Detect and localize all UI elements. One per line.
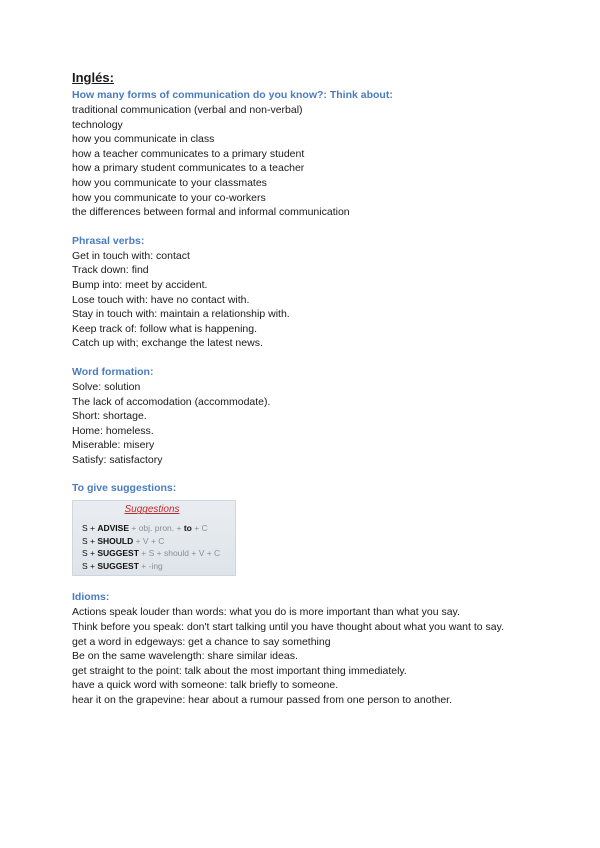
list-item: Home: homeless. — [72, 424, 154, 437]
communication-heading: How many forms of communication do you know?: Think about: — [72, 89, 393, 101]
document-page — [72, 70, 542, 708]
row-subject: S + — [82, 560, 98, 571]
list-item: Bump into: meet by accident. — [72, 278, 208, 291]
list-item: how a teacher communicates to a primary student — [72, 147, 305, 160]
list-item: the differences between formal and informal communication — [72, 206, 350, 219]
list-item: how you communicate to your classmates — [72, 176, 267, 189]
list-item: have a quick word with someone: talk briefly to someone. — [72, 679, 339, 692]
list-item: Satisfy: satisfactory — [72, 453, 163, 466]
list-item: Be on the same wavelength: share similar ideas. — [72, 650, 298, 663]
row-subject: S + — [82, 535, 98, 546]
list-item: hear it on the grapevine: hear about a rumour passed from one person to another. — [72, 694, 452, 707]
row-verb: SUGGEST — [97, 560, 139, 571]
row-verb: ADVISE — [97, 523, 130, 534]
row-verb: SUGGEST — [97, 548, 139, 559]
list-item: technology — [72, 118, 123, 131]
row-rest: + S + should + V + C — [138, 548, 221, 559]
list-item: get straight to the point: talk about the most important thing immediately. — [72, 664, 407, 677]
phrasal-verbs-heading: Phrasal verbs: — [72, 234, 145, 247]
suggestion-row — [82, 560, 235, 572]
list-item: Get in touch with: contact — [72, 249, 190, 262]
page-title: Inglés: — [72, 70, 114, 85]
list-item: Keep track of: follow what is happening. — [72, 322, 258, 335]
list-item: how you communicate in class — [72, 133, 215, 146]
word-formation-heading: Word formation: — [72, 365, 154, 378]
list-item: traditional communication (verbal and non-verbal) — [72, 104, 303, 116]
row-rest: + V + C — [133, 535, 165, 546]
list-item: Catch up with; exchange the latest news. — [72, 337, 263, 350]
list-item: Solve: solution — [72, 380, 141, 393]
suggestions-image — [72, 500, 236, 576]
row-rest: + -ing — [138, 560, 163, 571]
list-item: Actions speak louder than words: what you do is more important than what you say. — [72, 606, 460, 619]
row-to: to — [183, 523, 192, 534]
list-item: Think before you speak: don't start talking until you have thought about what you want to say. — [72, 621, 504, 634]
phrasal-verbs-section — [72, 234, 542, 351]
idioms-section — [72, 590, 542, 707]
idioms-heading: Idioms: — [72, 591, 110, 604]
list-item: how a primary student communicates to a teacher — [72, 162, 305, 175]
row-subject: S + — [82, 523, 98, 534]
list-item: Stay in touch with: maintain a relationship with. — [72, 308, 290, 321]
suggestion-row — [82, 535, 235, 547]
row-complement: + C — [191, 523, 208, 534]
list-item: Track down: find — [72, 264, 149, 277]
list-item: Short: shortage. — [72, 410, 147, 423]
list-item: how you communicate to your co-workers — [72, 191, 266, 204]
list-item: get a word in edgeways: get a chance to say something — [72, 635, 331, 648]
suggestions-section — [72, 481, 542, 576]
list-item: The lack of accomodation (accommodate). — [72, 395, 271, 408]
list-item: Miserable: misery — [72, 439, 155, 452]
suggestion-row — [82, 522, 235, 534]
row-subject: S + — [82, 548, 98, 559]
row-verb: SHOULD — [97, 535, 134, 546]
list-item: Lose touch with: have no contact with. — [72, 293, 250, 306]
word-formation-section — [72, 365, 542, 468]
suggestions-box-title: Suggestions — [124, 504, 180, 516]
row-rest: + obj. pron. + — [129, 523, 184, 534]
suggestions-heading: To give suggestions: — [72, 482, 177, 495]
suggestion-row — [82, 547, 235, 559]
communication-section — [72, 88, 542, 220]
